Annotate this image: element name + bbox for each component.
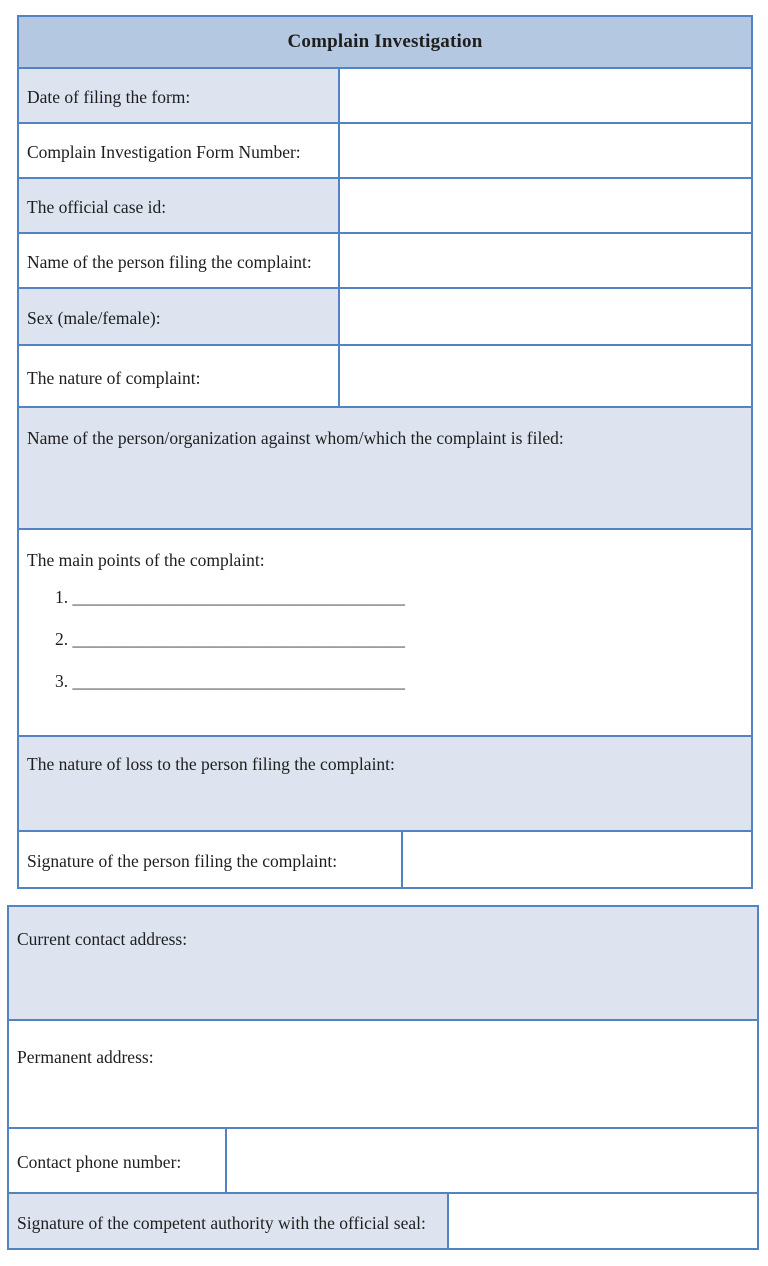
row-current-address[interactable] [9, 907, 757, 1019]
row-authority-signature [9, 1192, 757, 1248]
row-form-number [19, 122, 751, 177]
form-number-label: Complain Investigation Form Number: [19, 124, 340, 177]
complainant-signature-label: Signature of the person filing the complaint: [19, 832, 403, 887]
main-point-2[interactable] [55, 629, 751, 655]
official-case-id-label: The official case id: [19, 179, 340, 232]
organization-against-label: Name of the person/organization against whom/which the complaint is filed: [27, 428, 564, 448]
authority-signature-field[interactable] [449, 1194, 757, 1248]
row-date-of-filing [19, 67, 751, 122]
row-contact-phone [9, 1127, 757, 1192]
main-point-3-number: 3. [55, 671, 69, 691]
row-complainant-signature [19, 830, 751, 887]
form-title-row [19, 17, 751, 67]
complaint-form-table [17, 15, 753, 889]
authority-signature-label: Signature of the competent authority with the official seal: [9, 1194, 449, 1248]
main-points-label: The main points of the complaint: [27, 550, 265, 570]
row-permanent-address[interactable] [9, 1019, 757, 1127]
nature-of-loss-label: The nature of loss to the person filing the complaint: [27, 754, 395, 774]
permanent-address-label: Permanent address: [17, 1047, 154, 1067]
row-main-points [19, 528, 751, 735]
date-of-filing-label: Date of filing the form: [19, 69, 340, 122]
official-case-id-field[interactable] [340, 179, 751, 232]
main-point-3[interactable] [55, 671, 751, 697]
form-number-field[interactable] [340, 124, 751, 177]
row-complainant-name [19, 232, 751, 287]
contact-phone-field[interactable] [227, 1129, 757, 1192]
complainant-name-label: Name of the person filing the complaint: [19, 234, 340, 287]
nature-of-complaint-label: The nature of complaint: [19, 346, 340, 406]
row-nature-of-loss[interactable] [19, 735, 751, 830]
main-point-1-number: 1. [55, 587, 69, 607]
complainant-name-field[interactable] [340, 234, 751, 287]
nature-of-complaint-field[interactable] [340, 346, 751, 406]
row-official-case-id [19, 177, 751, 232]
row-nature-of-complaint [19, 344, 751, 406]
main-point-3-blank-line[interactable]: ______________________________________ [72, 671, 405, 691]
main-point-1[interactable] [55, 587, 751, 613]
current-address-label: Current contact address: [17, 929, 188, 949]
sex-field[interactable] [340, 289, 751, 344]
row-sex [19, 287, 751, 344]
form-title: Complain Investigation [287, 31, 483, 52]
main-point-2-number: 2. [55, 629, 69, 649]
contact-phone-label: Contact phone number: [9, 1129, 227, 1192]
sex-label: Sex (male/female): [19, 289, 340, 344]
row-organization-against[interactable] [19, 406, 751, 528]
main-point-2-blank-line[interactable]: ______________________________________ [72, 629, 405, 649]
complainant-signature-field[interactable] [403, 832, 751, 887]
date-of-filing-field[interactable] [340, 69, 751, 122]
contact-details-table [7, 905, 759, 1250]
main-point-1-blank-line[interactable]: ______________________________________ [72, 587, 405, 607]
